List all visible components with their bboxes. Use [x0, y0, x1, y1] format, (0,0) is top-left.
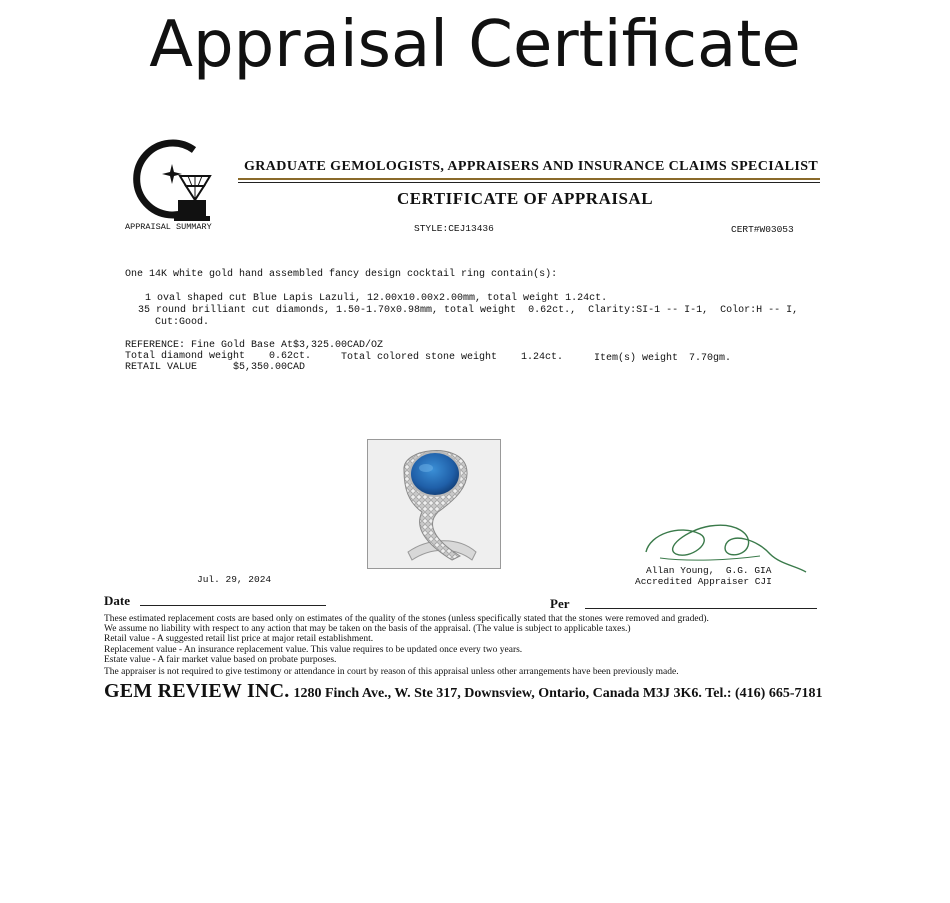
- item-weight-value: 7.70gm.: [689, 353, 732, 364]
- ring-image-icon: [368, 440, 500, 568]
- item-weight-label: Item(s) weight: [594, 353, 679, 364]
- company-name: GEM REVIEW INC.: [104, 680, 290, 702]
- total-colored-value: 1.24ct.: [521, 352, 564, 363]
- header-specialist: GRADUATE GEMOLOGISTS, APPRAISERS AND INSURANCE CLAIMS SPECIALIST: [244, 159, 819, 174]
- style-number: STYLE:CEJ13436: [414, 223, 494, 234]
- stone-line-2: 35 round brilliant cut diamonds, 1.50-1.70x0.98mm, total weight 0.62ct., Clarity:SI-1 -- I-1, Color:H -- I,: [138, 305, 799, 316]
- header-rule-thin: [238, 182, 820, 183]
- company-footer: [104, 680, 822, 703]
- company-address: 1280 Finch Ave., W. Ste 317, Downsview, Ontario, Canada M3J 3K6. Tel.: (416) 665-7181: [293, 686, 823, 701]
- per-line: [585, 608, 817, 609]
- ring-photo: [367, 439, 501, 569]
- date-line: [140, 605, 326, 606]
- disclaimer-3: Retail value - A suggested retail list price at major retail establishment.: [104, 634, 374, 644]
- item-description: One 14K white gold hand assembled fancy design cocktail ring contain(s):: [125, 269, 558, 280]
- retail-label: RETAIL VALUE: [125, 362, 198, 373]
- appraiser-name: Allan Young, G.G. GIA: [646, 565, 772, 576]
- certificate-title: CERTIFICATE OF APPRAISAL: [397, 189, 654, 208]
- total-colored-label: Total colored stone weight: [341, 352, 498, 363]
- date-value: Jul. 29, 2024: [197, 574, 272, 585]
- stone-line-3: Cut:Good.: [155, 317, 210, 328]
- stone-line-1: 1 oval shaped cut Blue Lapis Lazuli, 12.00x10.00x2.00mm, total weight 1.24ct.: [145, 293, 608, 304]
- disclaimer-4: Replacement value - An insurance replacement value. This value requires to be updated once every two years.: [104, 645, 523, 655]
- disclaimer-2: We assume no liability with respect to any action that may be taken on the basis of the appraisal. (The value is subject to applicable taxes.): [104, 624, 631, 634]
- gem-logo-icon: [132, 134, 216, 224]
- total-diamond-value: 0.62ct.: [269, 351, 312, 362]
- total-diamond-label: Total diamond weight: [125, 351, 246, 362]
- retail-value: $5,350.00CAD: [233, 362, 306, 373]
- page-title: Appraisal Certificate: [149, 8, 801, 82]
- disclaimer-1: These estimated replacement costs are based only on estimates of the quality of the stones (unless specifically stated that the stones were removed and graded).: [104, 614, 709, 624]
- appraiser-title: Accredited Appraiser CJI: [635, 576, 772, 587]
- reference-line: REFERENCE: Fine Gold Base At$3,325.00CAD/OZ: [125, 340, 384, 351]
- per-label: Per: [550, 596, 570, 611]
- disclaimer-5: Estate value - A fair market value based on probate purposes.: [104, 655, 337, 665]
- disclaimer-6: The appraiser is not required to give testimony or attendance in court by reason of this appraisal unless other arrangements have been previously made.: [104, 667, 679, 677]
- header-rule: [238, 178, 820, 180]
- cert-number: CERT#W03053: [731, 224, 794, 235]
- date-label: Date: [104, 593, 130, 608]
- logo-caption: APPRAISAL SUMMARY: [125, 222, 212, 232]
